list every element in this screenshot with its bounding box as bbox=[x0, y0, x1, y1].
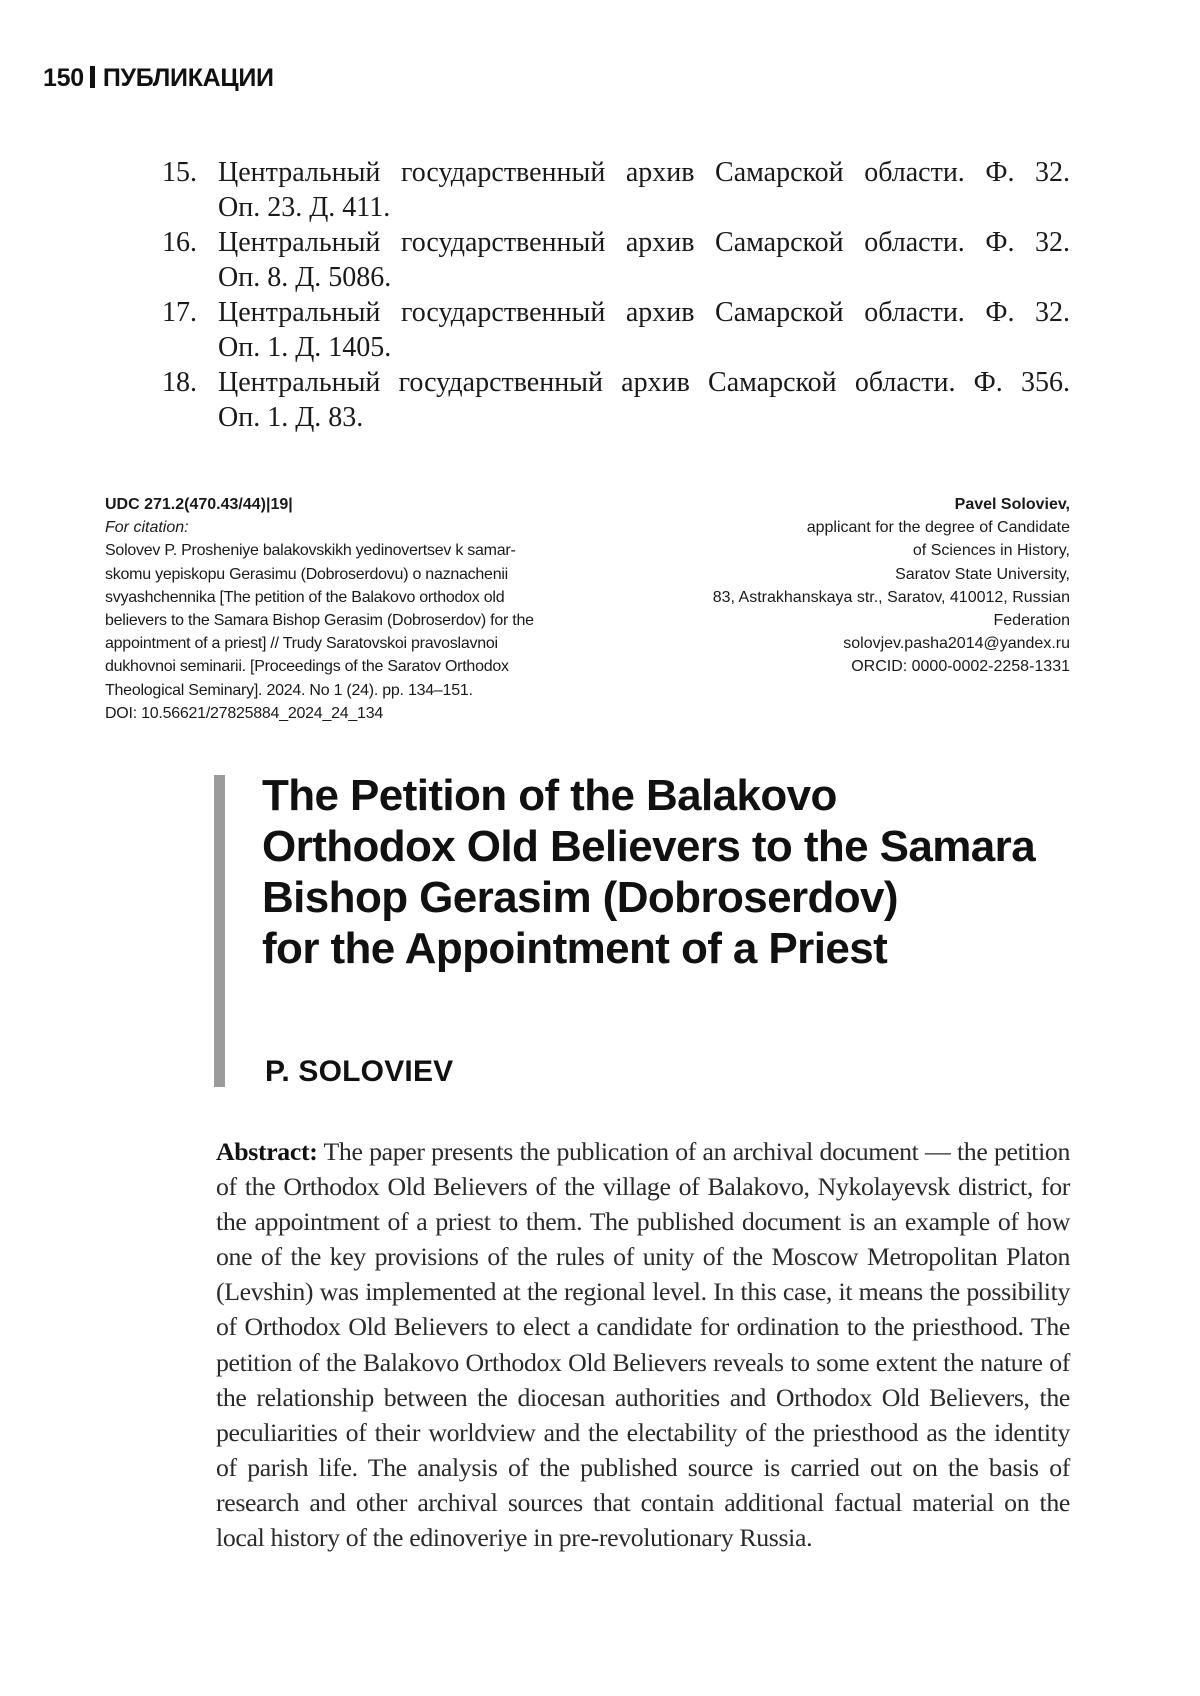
citation-line: Theological Seminary]. 2024. No 1 (24). pp. 134–151. bbox=[105, 681, 473, 699]
author-address: 83, Astrakhanskaya str., Saratov, 410012, Russian bbox=[712, 588, 1070, 606]
author-info-block bbox=[630, 493, 1070, 679]
section-title: ПУБЛИКАЦИИ bbox=[102, 64, 274, 92]
citation-line: skomu yepiskopu Gerasimu (Dobroserdovu) o naznachenii bbox=[105, 565, 508, 583]
citation-block bbox=[105, 493, 615, 725]
article-author: P. SOLOVIEV bbox=[265, 1055, 454, 1088]
reference-text: Центральный государственный архив Самарской области. Ф. 32. bbox=[218, 157, 1070, 188]
reference-item bbox=[150, 225, 1070, 295]
citation-line: dukhovnoi seminarii. [Proceedings of the Saratov Orthodox bbox=[105, 658, 509, 676]
reference-text: Центральный государственный архив Самарской области. Ф. 32. bbox=[218, 227, 1070, 258]
title-accent-bar bbox=[214, 775, 225, 1087]
reference-number: 16. bbox=[162, 227, 197, 258]
title-line: for the Appointment of a Priest bbox=[262, 924, 888, 973]
reference-text: Центральный государственный архив Самарской области. Ф. 356. bbox=[218, 367, 1070, 398]
author-degree: applicant for the degree of Candidate bbox=[806, 519, 1070, 537]
reference-number: 15. bbox=[162, 157, 197, 188]
reference-text-continued: Оп. 8. Д. 5086. bbox=[218, 262, 392, 293]
udc-code: UDC 271.2(470.43/44)|19| bbox=[105, 496, 293, 513]
citation-line: Solovev P. Prosheniye balakovskikh yedinovertsev k samar- bbox=[105, 542, 516, 560]
reference-text: Центральный государственный архив Самарской области. Ф. 32. bbox=[218, 297, 1070, 328]
abstract-text: The paper presents the publication of an archival document — the petition of the Orthodox Old Believers of the village of Balakovo, Nykolayevsk district, for the appointment of a priest to them. The published document is an example of how one of the key provisions of the rules of unity of the Moscow Metropolitan Platon (Levshin) was implemented at the regional level. In this case, it means the possibility of Orthodox Old Believers to elect a candidate for ordination to the priesthood. The petition of the Balakovo Orthodox Old Believers reveals to some extent the nature of the relationship between the diocesan authorities and Orthodox Old Believers, the peculiarities of their worldview and the electability of the priesthood as the identity of parish life. The analysis of the published source is carried out on the basis of research and other archival sources that contain additional factual material on the local history of the edinoveriye in pre-revolutionary Russia. bbox=[216, 1137, 1070, 1553]
doi: DOI: 10.56621/27825884_2024_24_134 bbox=[105, 704, 383, 722]
citation-line: svyashchennika [The petition of the Balakovo orthodox old bbox=[105, 588, 505, 606]
citation-label: For citation: bbox=[105, 519, 189, 537]
reference-list bbox=[150, 155, 1070, 435]
reference-item bbox=[150, 155, 1070, 225]
citation-line: appointment of a priest] // Trudy Saratovskoi pravoslavnoi bbox=[105, 635, 498, 653]
header-separator bbox=[90, 66, 95, 88]
author-degree-field: of Sciences in History, bbox=[912, 542, 1070, 560]
author-name: Pavel Soloviev, bbox=[954, 496, 1070, 513]
reference-text-continued: Оп. 23. Д. 411. bbox=[218, 192, 391, 223]
author-country: Federation bbox=[993, 612, 1070, 630]
author-email: solovjev.pasha2014@yandex.ru bbox=[843, 635, 1070, 653]
reference-number: 17. bbox=[162, 297, 197, 328]
citation-line: believers to the Samara Bishop Gerasim (Dobroserdov) for the bbox=[105, 612, 534, 630]
article-title bbox=[262, 770, 1092, 974]
abstract bbox=[216, 1134, 1070, 1555]
reference-text-continued: Оп. 1. Д. 83. bbox=[218, 402, 364, 433]
reference-item bbox=[150, 365, 1070, 435]
author-affiliation: Saratov State University, bbox=[895, 565, 1070, 583]
reference-item bbox=[150, 295, 1070, 365]
title-line: Orthodox Old Believers to the Samara bbox=[262, 822, 1036, 871]
reference-text-continued: Оп. 1. Д. 1405. bbox=[218, 332, 392, 363]
reference-number: 18. bbox=[162, 367, 197, 398]
page-number: 150 bbox=[43, 64, 84, 92]
running-head bbox=[43, 66, 274, 91]
title-line: Bishop Gerasim (Dobroserdov) bbox=[262, 873, 898, 922]
title-line: The Petition of the Balakovo bbox=[262, 771, 837, 820]
abstract-label: Abstract: bbox=[216, 1137, 318, 1166]
author-orcid: ORCID: 0000-0002-2258-1331 bbox=[851, 658, 1070, 676]
